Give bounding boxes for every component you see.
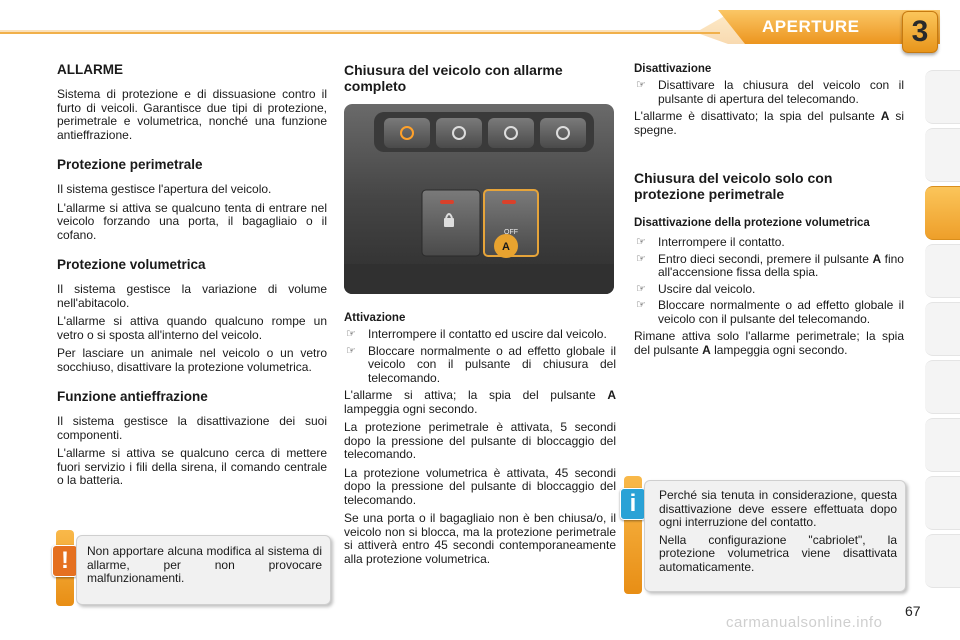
rimane-attiva-text: Rimane attiva solo l'allarme perimetrale; la spia del pulsante A lampeggia ogni secondo. <box>634 329 904 357</box>
perimetrale-activation-text: La protezione perimetrale è attivata, 5 secondi dopo la pressione del pulsante di bloccaggio del telecomando. <box>344 420 616 461</box>
antieffrazione-text: Il sistema gestisce la disattivazione dei suoi componenti. <box>57 414 327 442</box>
chapter-tabs <box>925 70 960 590</box>
pointer-icon: ☞ <box>636 236 646 248</box>
chapter-tab[interactable] <box>925 476 960 530</box>
subtitle-disattivazione: Disattivazione <box>634 63 712 75</box>
list-item: ☞ Disattivare la chiusura del veicolo con il pulsante di apertura del telecomando. <box>636 78 904 106</box>
section-title-volumetrica: Protezione volumetrica <box>57 257 206 272</box>
subtitle-disattivazione-volumetrica: Disattivazione della protezione volumetrica <box>634 217 870 229</box>
antieffrazione-text-2: L'allarme si attiva se qualcuno cerca di mettere fuori servizio i fili della sirena, il comando centrale o la batteria. <box>57 446 327 487</box>
page-number: 67 <box>905 603 921 619</box>
list-item: ☞ Entro dieci secondi, premere il pulsante A fino all'accensione fissa della spia. <box>636 251 904 279</box>
chapter-tab[interactable] <box>925 418 960 472</box>
section-title-solo-perimetrale: Chiusura del veicolo solo con protezione perimetrale <box>634 170 833 202</box>
list-item: ☞ Uscire dal veicolo. <box>636 281 756 296</box>
chapter-tab-active[interactable] <box>925 186 960 240</box>
chapter-number: 3 <box>911 15 929 48</box>
warning-icon: ! <box>52 545 78 577</box>
chapter-tab[interactable] <box>925 244 960 298</box>
pointer-icon: ☞ <box>346 344 356 357</box>
chapter-tab[interactable] <box>925 70 960 124</box>
warning-note <box>76 535 331 605</box>
list-item: ☞ Interrompere il contatto ed uscire dal veicolo. <box>346 327 607 341</box>
allarme-intro: Sistema di protezione e di dissuasione contro il furto di veicoli. Garantisce due tipi di protezione, perimetrale e volumetrica, nonché una funzione antieffrazione. <box>57 87 327 142</box>
chapter-tab[interactable] <box>925 534 960 588</box>
photo-label-a: A <box>502 241 510 253</box>
attivazione-list <box>344 328 616 385</box>
list-item: ☞ Interrompere il contatto. <box>636 235 785 249</box>
spia-text: L'allarme si attiva; la spia del pulsante A lampeggia ogni secondo. <box>344 388 616 416</box>
pointer-icon: ☞ <box>636 299 646 311</box>
section-title-allarme: ALLARME <box>57 62 123 77</box>
watermark: carmanualsonline.info <box>726 614 883 631</box>
disattivazione-list <box>634 79 904 106</box>
chapter-tab[interactable] <box>925 302 960 356</box>
chapter-title: APERTURE <box>762 17 860 36</box>
section-title-perimetrale: Protezione perimetrale <box>57 157 203 172</box>
info-note <box>644 480 906 592</box>
disattivazione-spia-text: L'allarme è disattivato; la spia del pulsante A si spegne. <box>634 109 904 137</box>
subtitle-attivazione: Attivazione <box>344 312 406 324</box>
section-title-chiusura-completa: Chiusura del veicolo con allarme completo <box>344 62 563 94</box>
chapter-tab[interactable] <box>925 360 960 414</box>
alarm-button-photo <box>344 104 614 294</box>
chapter-tab[interactable] <box>925 128 960 182</box>
chapter-badge <box>902 11 938 53</box>
perimetrale-text: Il sistema gestisce l'apertura del veicolo. <box>57 182 272 196</box>
pointer-icon: ☞ <box>636 252 646 265</box>
door-not-closed-text: Se una porta o il bagagliaio non è ben chiusa/o, il veicolo non si blocca, ma la protezione perimetrale si attiverà entro 45 secondi contemporaneamente alla protezione volumetrica. <box>344 511 616 566</box>
volumetrica-off-list <box>634 236 904 326</box>
volumetrica-activation-text: La protezione volumetrica è attivata, 45 secondi dopo la pressione del pulsante di bloccaggio del telecomando. <box>344 465 616 507</box>
photo-off-label: OFF <box>504 229 518 236</box>
column-allarme <box>57 60 327 493</box>
perimetrale-text-2: L'allarme si attiva se qualcuno tenta di entrare nel veicolo forzando una porta, il bagagliaio o il cofano. <box>57 200 327 242</box>
warning-text: Non apportare alcuna modifica al sistema di allarme, per non provocare malfunzionamenti. <box>87 544 322 585</box>
volumetrica-text-3: Per lasciare un animale nel veicolo o un vetro socchiuso, disattivare la protezione volumetrica. <box>57 346 327 374</box>
volumetrica-text-2: L'allarme si attiva quando qualcuno rompe un vetro o si sposta all'interno del veicolo. <box>57 314 327 342</box>
info-text-1: Perché sia tenuta in considerazione, questa disattivazione deve essere effettuata dopo ogni interruzione del contatto. <box>659 488 897 529</box>
column-chiusura-completa <box>344 60 616 571</box>
section-title-antieffrazione: Funzione antieffrazione <box>57 389 208 404</box>
pointer-icon: ☞ <box>346 328 356 340</box>
volumetrica-text: Il sistema gestisce la variazione di volume nell'abitacolo. <box>57 282 327 310</box>
pointer-icon: ☞ <box>636 79 646 91</box>
info-text-2: Nella configurazione "cabriolet", la protezione volumetrica viene disattivata automaticamente. <box>659 532 897 574</box>
info-icon: i <box>620 488 646 520</box>
list-item: ☞ Bloccare normalmente o ad effetto globale il veicolo con il pulsante del telecomando. <box>636 298 904 326</box>
pointer-icon: ☞ <box>636 282 646 295</box>
list-item: ☞ Bloccare normalmente o ad effetto globale il veicolo con il pulsante di chiusura del telecomando. <box>346 343 616 385</box>
column-disattivazione <box>634 60 904 362</box>
